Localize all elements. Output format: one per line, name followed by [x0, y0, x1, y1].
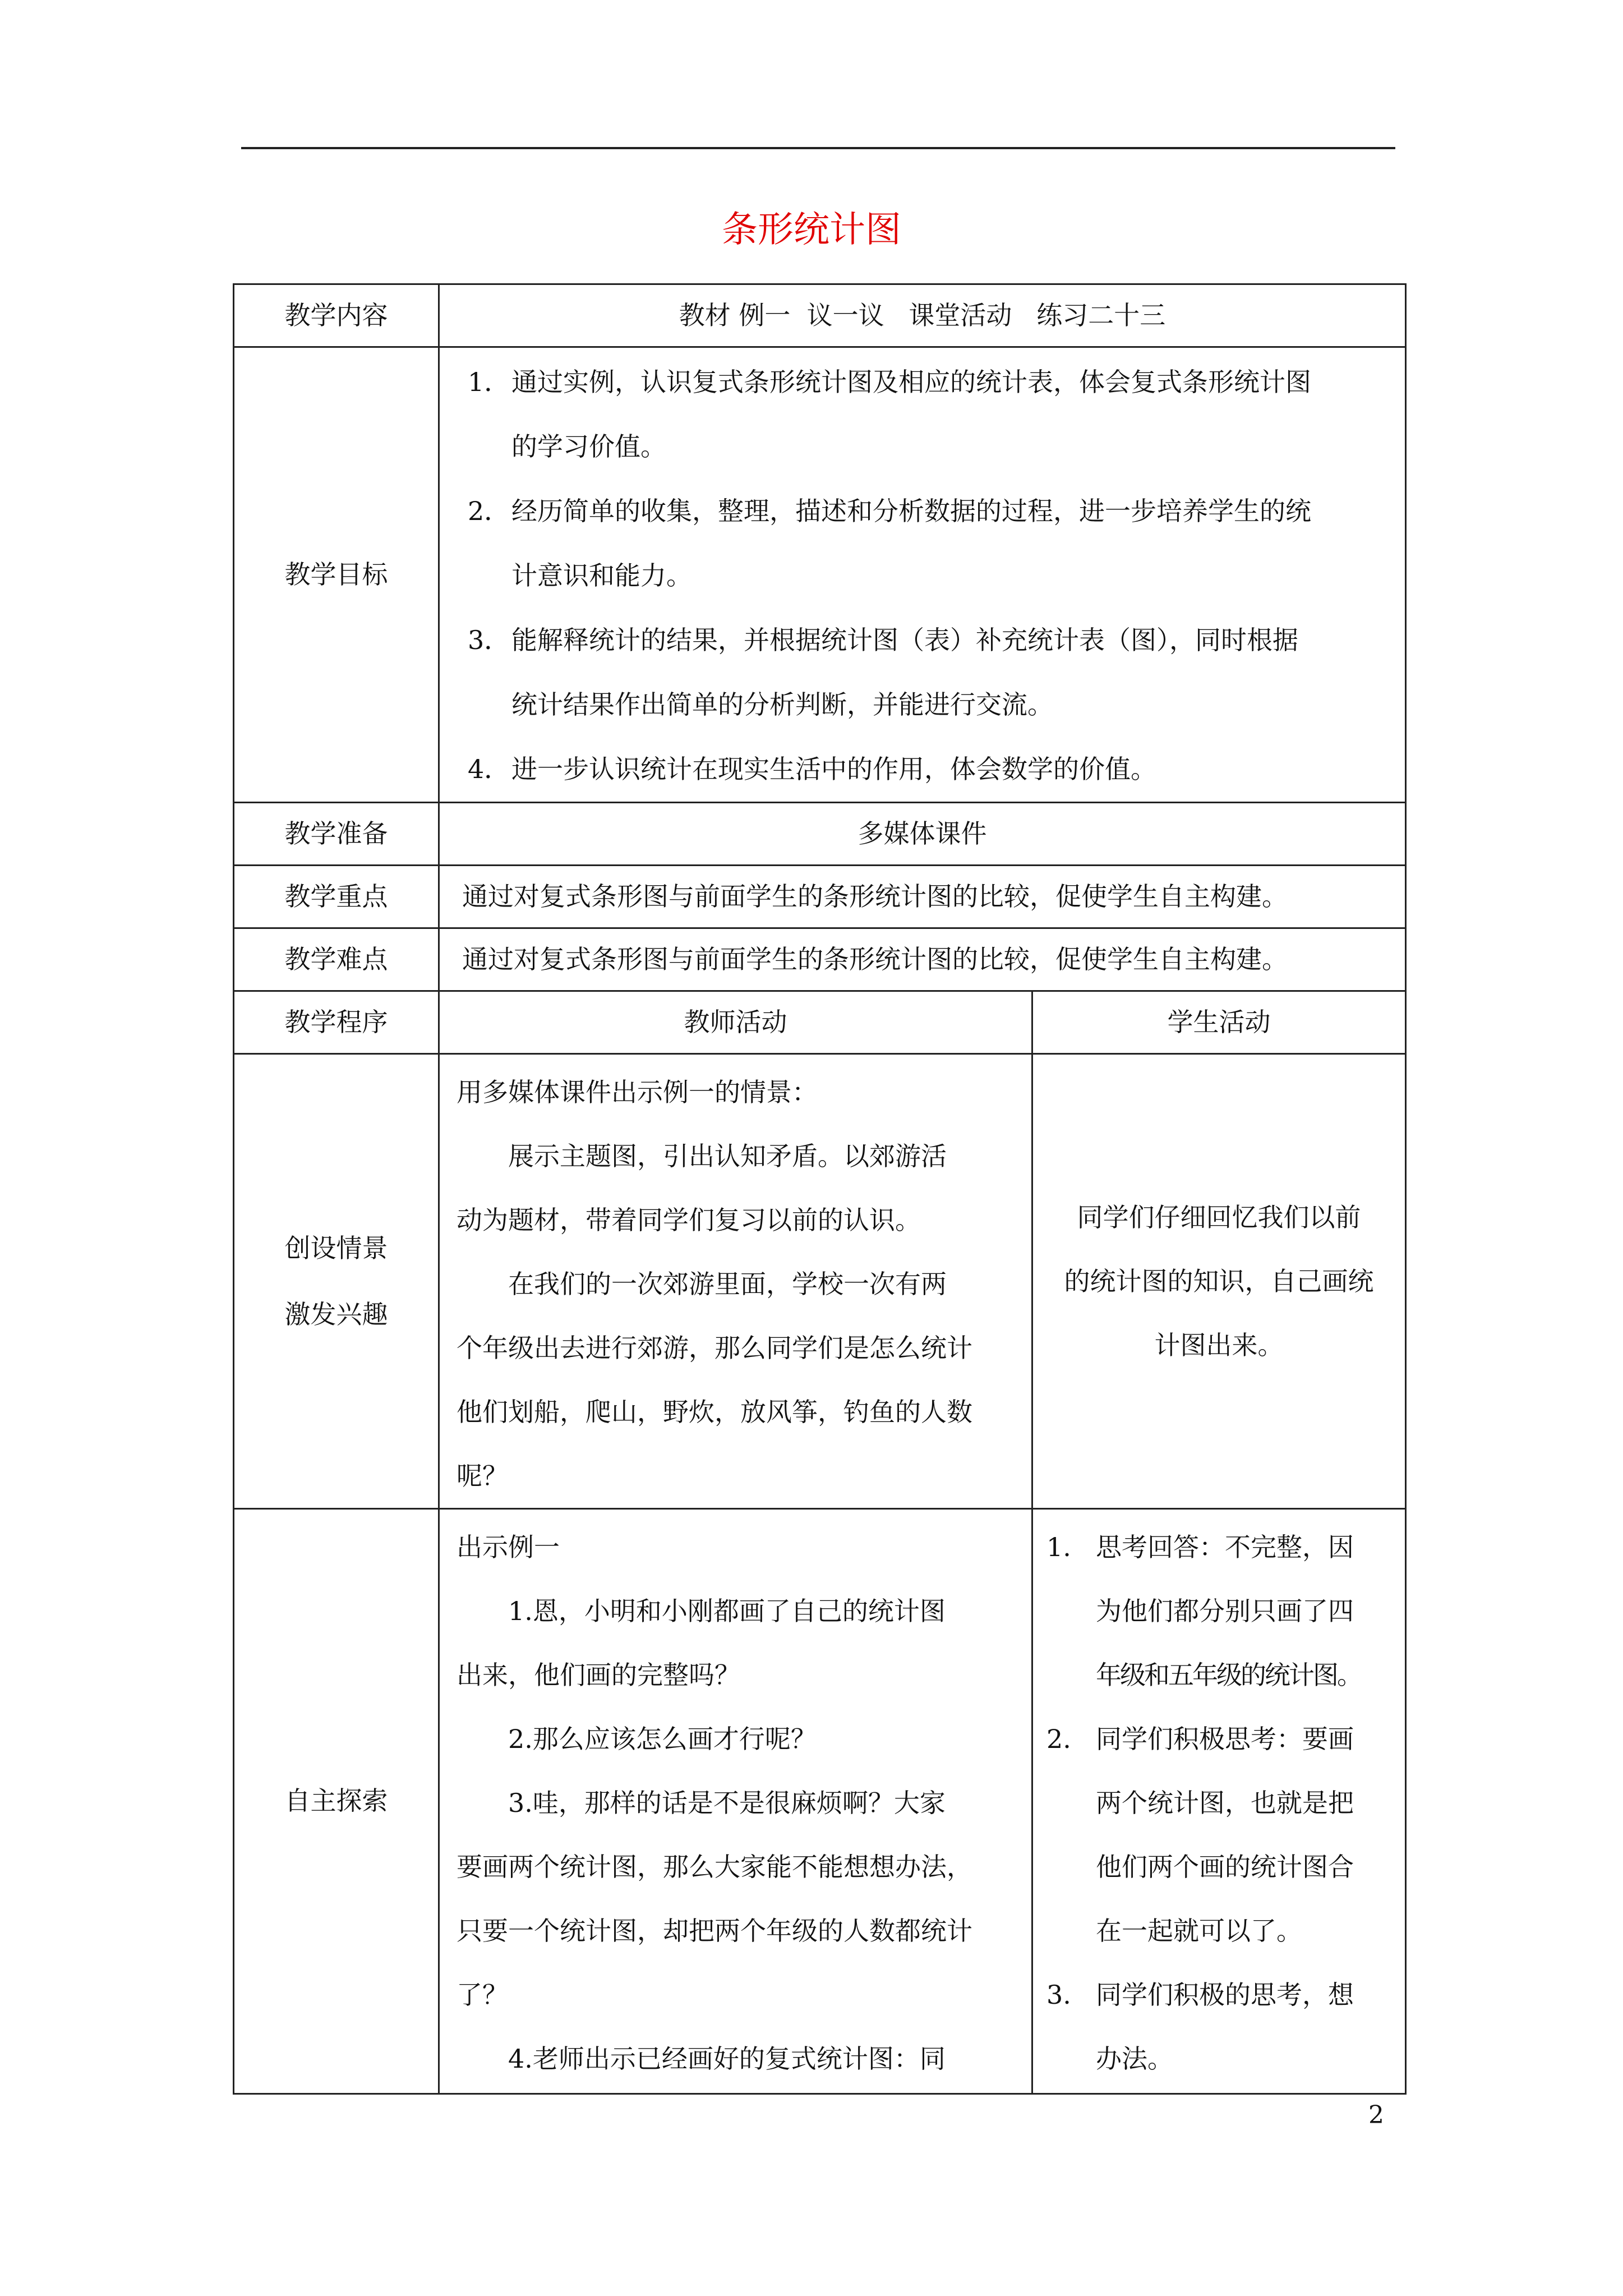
- teacher-activity-stage-1: 用多媒体课件出示例一的情景： 展示主题图，引出认知矛盾。以郊游活 动为题材，带着同学们复习以前的认识。 在我们的一次郊游里面，学校一次有两 个年级出去进行郊游，那么同学们是怎么统计 他们划船，爬山，野炊，放风筝，钓鱼的人数 呢？: [439, 1054, 1032, 1509]
- header-student-activity: 学生活动: [1032, 991, 1406, 1054]
- student-activity-stage-1: 同学们仔细回忆我们以前 的统计图的知识，自己画统 计图出来。: [1032, 1054, 1406, 1509]
- label-key-point: 教学重点: [234, 866, 439, 928]
- label-stage-1: 创设情景 激发兴趣: [234, 1054, 439, 1509]
- student-response-1: 1. 思考回答：不完整，因: [1046, 1532, 1354, 1562]
- row-procedure-header: [234, 991, 1406, 1054]
- value-content: 教材 例一 议一议 课堂活动 练习二十三: [439, 284, 1406, 347]
- header-teacher-activity: 教师活动: [439, 991, 1032, 1054]
- value-prep: 多媒体课件: [439, 803, 1406, 866]
- value-key-point: 通过对复式条形图与前面学生的条形统计图的比较，促使学生自主构建。: [439, 866, 1406, 928]
- label-difficulty: 教学难点: [234, 928, 439, 991]
- goal-item-1: 1． 通过实例，认识复式条形统计图及相应的统计表，体会复式条形统计图: [468, 367, 1311, 397]
- lesson-plan-table: [233, 283, 1407, 2095]
- student-response-list: 1. 思考回答：不完整，因 为他们都分别只画了四 年级和五年级的统计图。 2. 同学们积极思考：要画 两个统计图，也就是把 他们两个画的统计图合 在一起就可以了。 3. 同学们积极的思考，想 办法。: [1046, 1515, 1396, 2091]
- label-stage-2: 自主探索: [234, 1509, 439, 2094]
- document-title: 条形统计图: [722, 209, 901, 251]
- goals-cell: [439, 347, 1406, 803]
- goal-item-3-cont: 统计结果作出简单的分析判断，并能进行交流。: [511, 689, 1053, 720]
- goal-item-4: 4． 进一步认识统计在现实生活中的作用，体会数学的价值。: [468, 754, 1156, 784]
- row-goals: [234, 347, 1406, 803]
- teacher-activity-stage-2: 出示例一 1.恩，小明和小刚都画了自己的统计图 出来，他们画的完整吗？ 2.那么应该怎么画才行呢？ 3.哇，那样的话是不是很麻烦啊？大家 要画两个统计图，那么大家能不能想想办法， 只要一个统计图，却把两个年级的人数都统计 了？ 4.老师出示已经画好的复式统计图：同: [439, 1509, 1032, 2094]
- page-number: 2: [1368, 2101, 1384, 2129]
- row-stage-2: [234, 1509, 1406, 2094]
- student-response-3: 3. 同学们积极的思考，想: [1046, 1980, 1354, 2010]
- goals-list: [468, 350, 1388, 802]
- label-content: 教学内容: [234, 284, 439, 347]
- label-prep: 教学准备: [234, 803, 439, 866]
- student-activity-stage-2: [1032, 1509, 1406, 2094]
- goal-item-3: 3． 能解释统计的结果，并根据统计图（表）补充统计表（图），同时根据: [468, 625, 1298, 655]
- header-rule: [241, 147, 1395, 149]
- label-goals: 教学目标: [234, 347, 439, 803]
- row-difficulty: [234, 928, 1406, 991]
- student-response-2: 2. 同学们积极思考：要画: [1046, 1724, 1354, 1754]
- row-prep: [234, 803, 1406, 866]
- value-difficulty: 通过对复式条形图与前面学生的条形统计图的比较，促使学生自主构建。: [439, 928, 1406, 991]
- goal-item-2: 2． 经历简单的收集，整理，描述和分析数据的过程，进一步培养学生的统: [468, 496, 1311, 526]
- row-key-point: [234, 866, 1406, 928]
- goal-item-1-cont: 的学习价值。: [511, 431, 666, 462]
- goal-item-2-cont: 计意识和能力。: [511, 560, 692, 591]
- row-content: [234, 284, 1406, 347]
- label-procedure: 教学程序: [234, 991, 439, 1054]
- row-stage-1: [234, 1054, 1406, 1509]
